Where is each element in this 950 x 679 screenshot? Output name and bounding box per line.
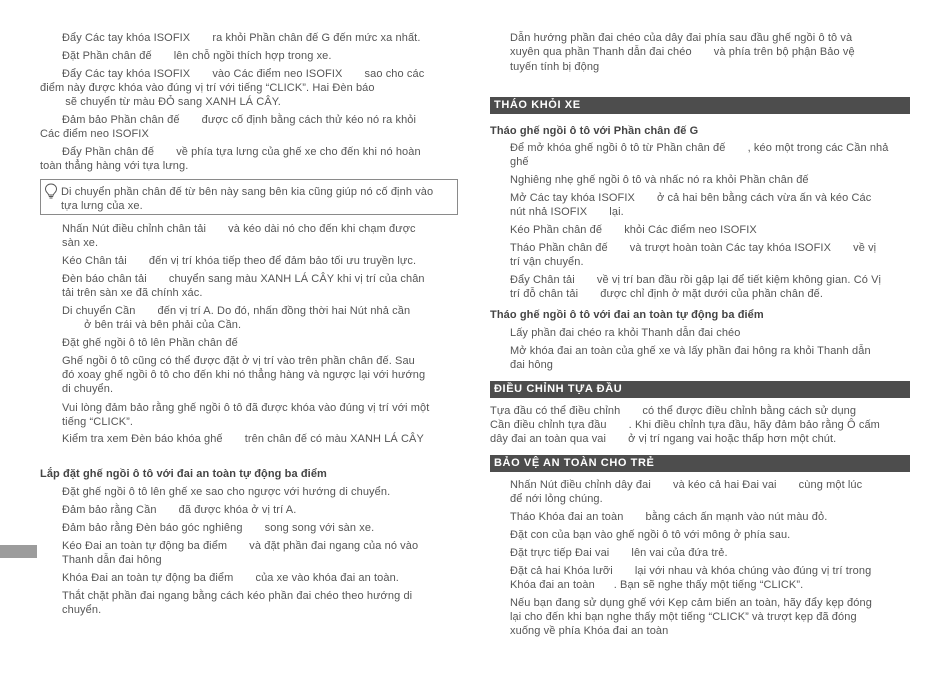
step-line: Đảm bảo rằng Đèn báo góc nghiêng song song với sàn xe. (62, 522, 375, 534)
step-line: Vui lòng đảm bảo rằng ghế ngồi ô tô đã được khóa vào đúng vị trí với một (62, 402, 430, 414)
step-line: Mở Các tay khóa ISOFIX ở cả hai bên bằng cách vừa ấn và kéo Các (510, 192, 872, 204)
step-line: Di chuyển Cần đến vị trí A. Do đó, nhấn đồng thời hai Nút nhả cần (62, 305, 411, 317)
step-line: tiếng “CLICK”. (62, 416, 134, 428)
page-edge-tab (0, 545, 37, 558)
step-line: Đặt con của bạn vào ghế ngồi ô tô với mông ở phía sau. (510, 529, 791, 541)
step-line: lại cho đến khi bạn nghe thấy một tiếng “CLICK” và trượt kẹp đã đóng (510, 611, 857, 623)
step-line: Kéo Chân tải đến vị trí khóa tiếp theo để đảm bảo tối ưu truyền lực. (62, 255, 417, 267)
step-line: Đặt trực tiếp Đai vai lên vai của đứa trẻ. (510, 547, 728, 559)
step-line: Đẩy Các tay khóa ISOFIX vào Các điểm neo ISOFIX sao cho các (62, 68, 425, 80)
step-line: Ghế ngồi ô tô cũng có thể được đặt ở vị trí vào trên phần chân đế. Sau (62, 355, 415, 367)
step-line: Kiểm tra xem Đèn báo khóa ghế trên chân đế có màu XANH LÁ CÂY (62, 433, 424, 445)
step-line: Khóa Đai an toàn tự động ba điểm của xe vào khóa đai an toàn. (62, 572, 399, 584)
step-line: điểm này được khóa vào đúng vị trí với tiếng “CLICK”. Hai Đèn báo (40, 82, 375, 94)
step-line: đai hông (510, 359, 554, 371)
step-line: Mở khóa đai an toàn của ghế xe và lấy phần đai hông ra khỏi Thanh dẫn (510, 345, 871, 357)
step-line: Đặt ghế ngồi ô tô lên Phần chân đế (62, 337, 238, 349)
step-line: Nhấn Nút điều chỉnh dây đai và kéo cả hai Đai vai cùng một lúc (510, 479, 863, 491)
step-line: xuyên qua phần Thanh dẫn đai chéo và phía trên bộ phận Bảo vệ (510, 46, 855, 58)
section-header-remove: THÁO KHỎI XE (490, 97, 910, 114)
step-line: Tháo Phần chân đế và trượt hoàn toàn Các tay khóa ISOFIX về vị (510, 242, 877, 254)
body-line: dây đai an toàn qua vai ở vị trí ngang vai hoặc thấp hơn một chút. (490, 433, 837, 445)
step-line: Đẩy Phần chân đế về phía tựa lưng của ghế xe cho đến khi nó hoàn (62, 146, 421, 158)
step-line: toàn thẳng hàng với tựa lưng. (40, 160, 189, 172)
lightbulb-icon (44, 183, 58, 199)
tip-box (40, 179, 458, 215)
step-line: Thanh dẫn đai hông (62, 554, 162, 566)
step-line: tải trên sàn xe đã chính xác. (62, 287, 203, 299)
step-line: Các điểm neo ISOFIX (40, 128, 149, 140)
step-line: chuyển. (62, 604, 102, 616)
step-line: tuyến tính bị động (510, 61, 600, 73)
step-line: Đặt ghế ngồi ô tô lên ghế xe sao cho ngược với hướng di chuyển. (62, 486, 391, 498)
step-line: Kéo Phần chân đế khỏi Các điểm neo ISOFIX (510, 224, 757, 236)
section-header-protect: BẢO VỆ AN TOÀN CHO TRẺ (490, 455, 910, 472)
step-line: để nới lỏng chúng. (510, 493, 603, 505)
step-line: Đặt cả hai Khóa lưỡi lại với nhau và khóa chúng vào đúng vị trí trong (510, 565, 872, 577)
step-line: sàn xe. (62, 237, 99, 249)
step-line: Đảm bảo rằng Cần đã được khóa ở vị trí A. (62, 504, 297, 516)
step-line: Đèn báo chân tải chuyển sang màu XANH LÁ CÂY khi vị trí của chân (62, 273, 425, 285)
step-line: Nhấn Nút điều chỉnh chân tải và kéo dài nó cho đến khi chạm được (62, 223, 416, 235)
step-line: di chuyển. (62, 383, 114, 395)
step-line: Nghiêng nhẹ ghế ngồi ô tô và nhấc nó ra khỏi Phần chân đế (510, 174, 809, 186)
step-line: Khóa đai an toàn . Bạn sẽ nghe thấy một tiếng “CLICK”. (510, 579, 804, 591)
step-line: ở bên trái và bên phải của Cần. (62, 319, 242, 331)
tip-line: Di chuyển phần chân đế từ bên này sang bên kia cũng giúp nó cố định vào (61, 186, 434, 198)
step-line: trí đỗ chân tải được chỉ định ở mặt dưới của phần chân đế. (510, 288, 824, 300)
step-line: Đẩy Các tay khóa ISOFIX ra khỏi Phần chân đế G đến mức xa nhất. (62, 32, 421, 44)
step-line: Để mở khóa ghế ngồi ô tô từ Phần chân đế , kéo một trong các Cần nhả (510, 142, 889, 154)
step-line: Kéo Đai an toàn tự động ba điểm và đặt phần đai ngang của nó vào (62, 540, 419, 552)
step-line: sẽ chuyển từ màu ĐỎ sang XANH LÁ CÂY. (40, 96, 281, 108)
step-line: Đặt Phần chân đế lên chỗ ngồi thích hợp trong xe. (62, 50, 332, 62)
section-header-headrest: ĐIỀU CHỈNH TỰA ĐẦU (490, 381, 910, 398)
step-line: Đẩy Chân tải về vị trí ban đầu rồi gập lại để tiết kiệm không gian. Có Vị (510, 274, 882, 286)
step-line: trí vận chuyển. (510, 256, 584, 268)
step-line: Tháo Khóa đai an toàn bằng cách ấn mạnh vào nút màu đỏ. (510, 511, 828, 523)
step-line: Lấy phần đai chéo ra khỏi Thanh dẫn đai chéo (510, 327, 741, 339)
step-line: ghế (510, 156, 529, 168)
step-line: Nếu bạn đang sử dụng ghế với Kẹp cảm biến an toàn, hãy đẩy kẹp đóng (510, 597, 872, 609)
step-line: Đảm bảo Phần chân đế được cố định bằng cách thử kéo nó ra khỏi (62, 114, 417, 126)
body-line: Cần điều chỉnh tựa đầu . Khi điều chỉnh tựa đầu, hãy đảm bảo rằng Ô cấm (490, 419, 880, 431)
step-line: xuống về phía Khóa đai an toàn (510, 625, 669, 637)
subsection-heading: Tháo ghế ngồi ô tô với Phần chân đế G (490, 125, 699, 137)
step-line: Dẫn hướng phần đai chéo của dây đai phía sau đầu ghế ngồi ô tô và (510, 32, 853, 44)
step-line: nút nhả ISOFIX lại. (510, 206, 624, 218)
subsection-heading: Tháo ghế ngồi ô tô với đai an toàn tự động ba điểm (490, 309, 764, 321)
tip-line: tựa lưng của xe. (61, 200, 143, 212)
body-line: Tựa đầu có thể điều chỉnh có thể được điều chỉnh bằng cách sử dụng (490, 405, 857, 417)
subsection-heading: Lắp đặt ghế ngồi ô tô với đai an toàn tự động ba điểm (40, 468, 327, 480)
step-line: Thắt chặt phần đai ngang bằng cách kéo phần đai chéo theo hướng di (62, 590, 413, 602)
step-line: đó xoay ghế ngồi ô tô cho đến khi nó thẳng hàng và ngược lại với hướng (62, 369, 426, 381)
